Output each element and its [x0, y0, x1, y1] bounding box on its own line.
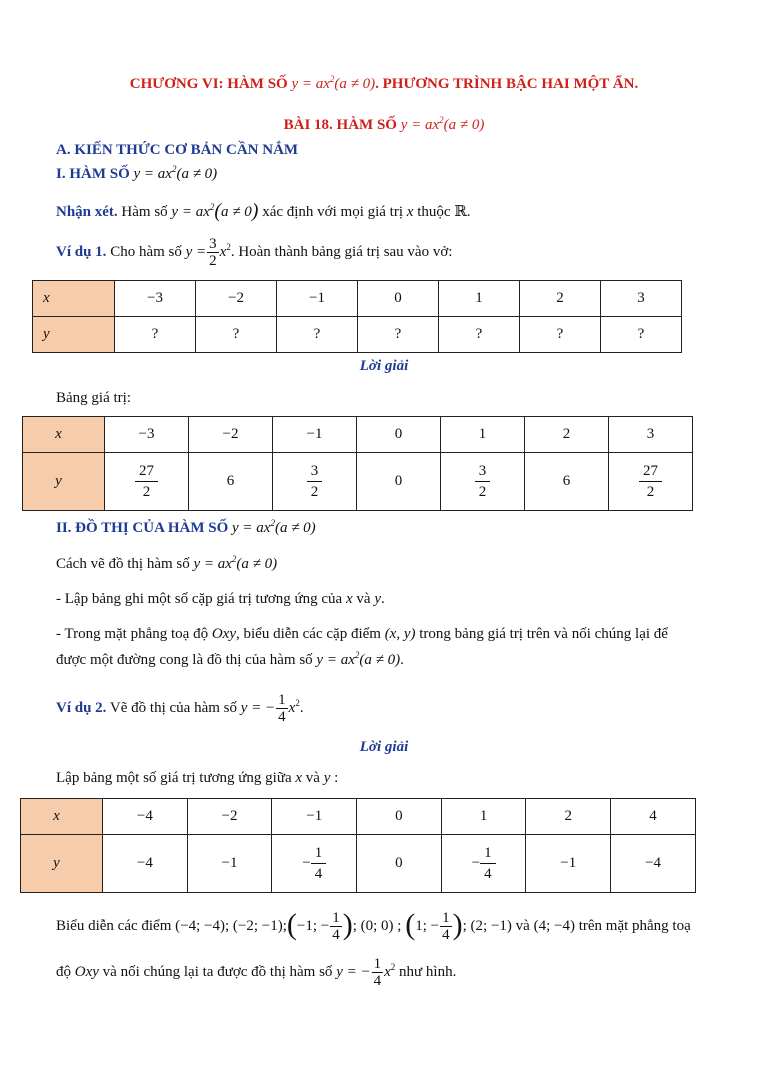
remark-text: Hàm số	[121, 204, 168, 220]
table-cell	[273, 453, 357, 511]
table-cell: 0	[358, 281, 439, 317]
step-2-end: .	[400, 652, 404, 668]
points-list-6: (4; −4)	[533, 917, 575, 934]
fraction-denominator: 4	[442, 927, 450, 943]
lesson-formula: $y = ax^2(a \ne 0)$	[400, 115, 485, 133]
table-cell: −1	[277, 281, 358, 317]
section-1-label: I. HÀM SỐ	[56, 166, 130, 182]
step-2-line	[56, 624, 668, 644]
step-1-text: - Lập bảng ghi một số cặp giá trị tương ứng của	[56, 591, 343, 607]
final-fraction	[372, 956, 384, 989]
table-cell: −1	[526, 835, 611, 893]
final-lhs: y = −	[336, 963, 371, 980]
fraction-denominator: 2	[310, 484, 319, 500]
cell-fraction	[480, 843, 496, 884]
table-row	[21, 835, 696, 893]
fraction-denominator: 4	[278, 709, 286, 725]
cell-fraction	[311, 843, 327, 884]
cell-fraction	[135, 461, 158, 502]
table-cell: ?	[358, 317, 439, 353]
table-cell: ?	[601, 317, 682, 353]
example-1-var: x	[219, 243, 227, 260]
step-2-text-2: , biểu diễn các cặp điểm	[236, 626, 381, 642]
solution-2-text: Lập bảng một số giá trị tương ứng giữa	[56, 770, 292, 786]
var-x: x	[295, 770, 303, 786]
table-cell: −3	[105, 417, 189, 453]
table-cell	[609, 453, 693, 511]
example-2-end: .	[299, 699, 304, 716]
remark-text-2: xác định với mọi giá trị	[262, 204, 404, 220]
solution-2-intro	[56, 768, 338, 788]
remark-var: x	[406, 204, 414, 220]
fraction-denominator: 4	[484, 866, 492, 882]
value-table-2	[22, 416, 693, 511]
step-2-line-2	[56, 650, 404, 670]
example-2-lhs: y = −	[240, 699, 276, 716]
final-text-2: và nối chúng lại ta được đồ thị hàm số	[102, 963, 333, 980]
points-list-1: (−4; −4); (−2; −1);	[175, 917, 287, 934]
fraction-numerator: 1	[311, 843, 327, 864]
solution-2-and: và	[305, 770, 320, 786]
table-cell: 3	[601, 281, 682, 317]
table-cell: 6	[525, 453, 609, 511]
table-cell: 2	[526, 799, 611, 835]
paren-open: (	[405, 907, 416, 941]
paren-close: )	[342, 907, 353, 941]
cell-fraction	[639, 461, 662, 502]
table-cell	[441, 453, 525, 511]
fraction-denominator: 2	[646, 484, 655, 500]
example-2-label: Ví dụ 2.	[56, 699, 107, 716]
table-cell: 2	[525, 417, 609, 453]
fraction-numerator: 1	[332, 910, 340, 926]
table-cell: 6	[189, 453, 273, 511]
section-2-title	[56, 518, 316, 538]
fraction-numerator: 3	[209, 236, 217, 252]
points-text: Biểu diễn các điểm	[56, 917, 172, 934]
chapter-heading	[0, 74, 768, 94]
table-cell: −4	[103, 799, 188, 835]
fraction-denominator: 4	[314, 866, 323, 882]
final-text-3: như hình.	[399, 963, 457, 980]
table-cell: ?	[277, 317, 358, 353]
fraction-denominator: 4	[373, 973, 382, 989]
final-var: x	[384, 963, 391, 980]
fraction-numerator: 3	[307, 461, 323, 482]
remark-label: Nhận xét.	[56, 204, 118, 220]
table-cell: −3	[115, 281, 196, 317]
solution-1-title: Lời giải	[359, 358, 409, 374]
example-1-label: Ví dụ 1.	[56, 243, 107, 260]
points-text-2: trên mặt phẳng toạ	[578, 917, 691, 934]
value-table-1	[32, 280, 682, 353]
table-cell: −2	[189, 417, 273, 453]
fraction-denominator: 2	[209, 253, 217, 269]
step-1-line	[56, 589, 385, 609]
oxy-label: Oxy	[211, 626, 236, 642]
points-list-5: ; (2; −1)	[462, 917, 512, 934]
points-list-3: ; (0; 0) ;	[352, 917, 402, 934]
point-4-coords: 1; −	[415, 917, 440, 934]
oxy-label: Oxy	[74, 963, 99, 980]
table-row	[23, 417, 693, 453]
table-cell: −4	[611, 835, 696, 893]
table-header-y: y	[23, 453, 105, 511]
fraction-numerator: 1	[373, 956, 382, 972]
var-x: x	[345, 591, 353, 607]
table-cell: −2	[187, 799, 272, 835]
point-2-coords: −1; −	[296, 917, 330, 934]
how-to-text: Cách vẽ đồ thị hàm số	[56, 556, 190, 572]
table-cell: ?	[520, 317, 601, 353]
point-notation: (x, y)	[384, 626, 416, 642]
paren-close: )	[452, 907, 463, 941]
solution-2-title: Lời giải	[359, 739, 409, 755]
table-cell: ?	[439, 317, 520, 353]
remark-formula: $y = ax^2(a \ne 0)$	[171, 199, 259, 222]
table-cell: 4	[611, 799, 696, 835]
table-header-x: x	[21, 799, 103, 835]
fraction-numerator: 1	[278, 692, 286, 708]
table-cell: −4	[103, 835, 188, 893]
table-row	[23, 453, 693, 511]
table-cell: −2	[196, 281, 277, 317]
table-cell: 1	[439, 281, 520, 317]
table-cell: 0	[357, 835, 442, 893]
section-2-label: II. ĐỒ THỊ CỦA HÀM SỐ	[56, 520, 229, 536]
table-cell: ?	[196, 317, 277, 353]
fraction-denominator: 4	[332, 927, 340, 943]
table-header-y: y	[33, 317, 115, 353]
example-1-fraction	[207, 236, 219, 269]
fraction-numerator: 1	[480, 843, 496, 864]
table-cell: 0	[357, 453, 441, 511]
fraction-numerator: 1	[442, 910, 450, 926]
table-header-y: y	[21, 835, 103, 893]
solution-2-colon: :	[334, 770, 339, 786]
table-row	[21, 799, 696, 835]
points-and: và	[515, 917, 530, 934]
example-1-lhs: y =	[185, 243, 207, 260]
table-cell: 3	[609, 417, 693, 453]
lesson-heading	[0, 115, 768, 135]
final-line: độ Oxy và nối chúng lại ta được đồ thị hàm số y = − $\frac{1}{4}$ $x^2$ như hình.	[56, 956, 457, 989]
point-2-fraction	[330, 910, 342, 943]
lesson-label: BÀI 18. HÀM SỐ	[283, 117, 397, 133]
chapter-tail: . PHƯƠNG TRÌNH BẬC HAI MỘT ẨN.	[375, 76, 639, 92]
fraction-numerator: 27	[639, 461, 662, 482]
var-y: y	[323, 770, 331, 786]
remark-end: .	[466, 204, 471, 220]
example-1-text-2: . Hoàn thành bảng giá trị sau vào vở:	[230, 243, 453, 260]
real-set-symbol: ℝ	[454, 204, 467, 220]
fraction-denominator: 2	[142, 484, 151, 500]
section-1-formula: $y = ax^2(a \ne 0)$	[133, 164, 218, 182]
step-2-text-4: được một đường cong là đồ thị của hàm số	[56, 652, 313, 668]
how-to-formula: $y = ax^2(a \ne 0)$	[193, 554, 278, 572]
step-1-and: và	[356, 591, 371, 607]
remark-line	[56, 199, 471, 223]
points-line	[56, 907, 691, 943]
table-cell: −1	[272, 799, 357, 835]
step-2-text: - Trong mặt phẳng toạ độ	[56, 626, 209, 642]
point-4-fraction	[440, 910, 452, 943]
how-to-line	[56, 554, 277, 574]
table-row	[33, 317, 682, 353]
example-1-line: Ví dụ 1. Cho hàm số y = $\frac{3}{2}$ $x^2$. Hoàn thành bảng giá trị sau vào vở:	[56, 236, 453, 269]
remark-text-3: thuộc	[417, 204, 451, 220]
minus-sign: −	[302, 854, 311, 871]
section-a-title: A. KIẾN THỨC CƠ BẢN CẦN NẮM	[56, 142, 299, 158]
fraction-numerator: 27	[135, 461, 158, 482]
table-cell	[441, 835, 526, 893]
section-1-title	[56, 164, 217, 184]
minus-sign: −	[471, 854, 481, 871]
var-y: y	[374, 591, 381, 607]
example-2-fraction	[276, 692, 288, 725]
table-cell: 2	[520, 281, 601, 317]
step-2-formula: $y = ax^2(a \ne 0)$	[316, 650, 401, 668]
step-1-end: .	[380, 591, 385, 607]
fraction-denominator: 2	[478, 484, 487, 500]
table-cell: 0	[357, 417, 441, 453]
table-cell: 1	[441, 799, 526, 835]
table-cell: 1	[441, 417, 525, 453]
section-2-formula: $y = ax^2(a \ne 0)$	[232, 518, 316, 536]
example-2-text: Vẽ đồ thị của hàm số	[109, 699, 237, 716]
example-2-line: Ví dụ 2. Vẽ đồ thị của hàm số y = − $\frac{1}{4}$ $x^2$.	[56, 692, 304, 725]
table-cell: −1	[187, 835, 272, 893]
table-row	[33, 281, 682, 317]
chapter-formula: $y = ax^2(a \ne 0)$	[291, 74, 376, 92]
fraction-numerator: 3	[475, 461, 491, 482]
final-text: độ	[56, 963, 71, 980]
table-cell	[272, 835, 357, 893]
table-cell: 0	[357, 799, 442, 835]
cell-fraction	[307, 461, 323, 502]
table-cell: −1	[273, 417, 357, 453]
example-2-var: x	[288, 699, 296, 716]
example-1-text: Cho hàm số	[110, 243, 182, 260]
solution-1-intro: Bảng giá trị:	[56, 390, 131, 406]
table-cell: ?	[115, 317, 196, 353]
step-2-text-3: trong bảng giá trị trên và nối chúng lại để	[419, 626, 668, 642]
value-table-3	[20, 798, 696, 893]
chapter-label: CHƯƠNG VI: HÀM SỐ	[129, 76, 288, 92]
paren-open: (	[286, 907, 297, 941]
table-header-x: x	[23, 417, 105, 453]
table-cell	[105, 453, 189, 511]
table-header-x: x	[33, 281, 115, 317]
cell-fraction	[475, 461, 491, 502]
